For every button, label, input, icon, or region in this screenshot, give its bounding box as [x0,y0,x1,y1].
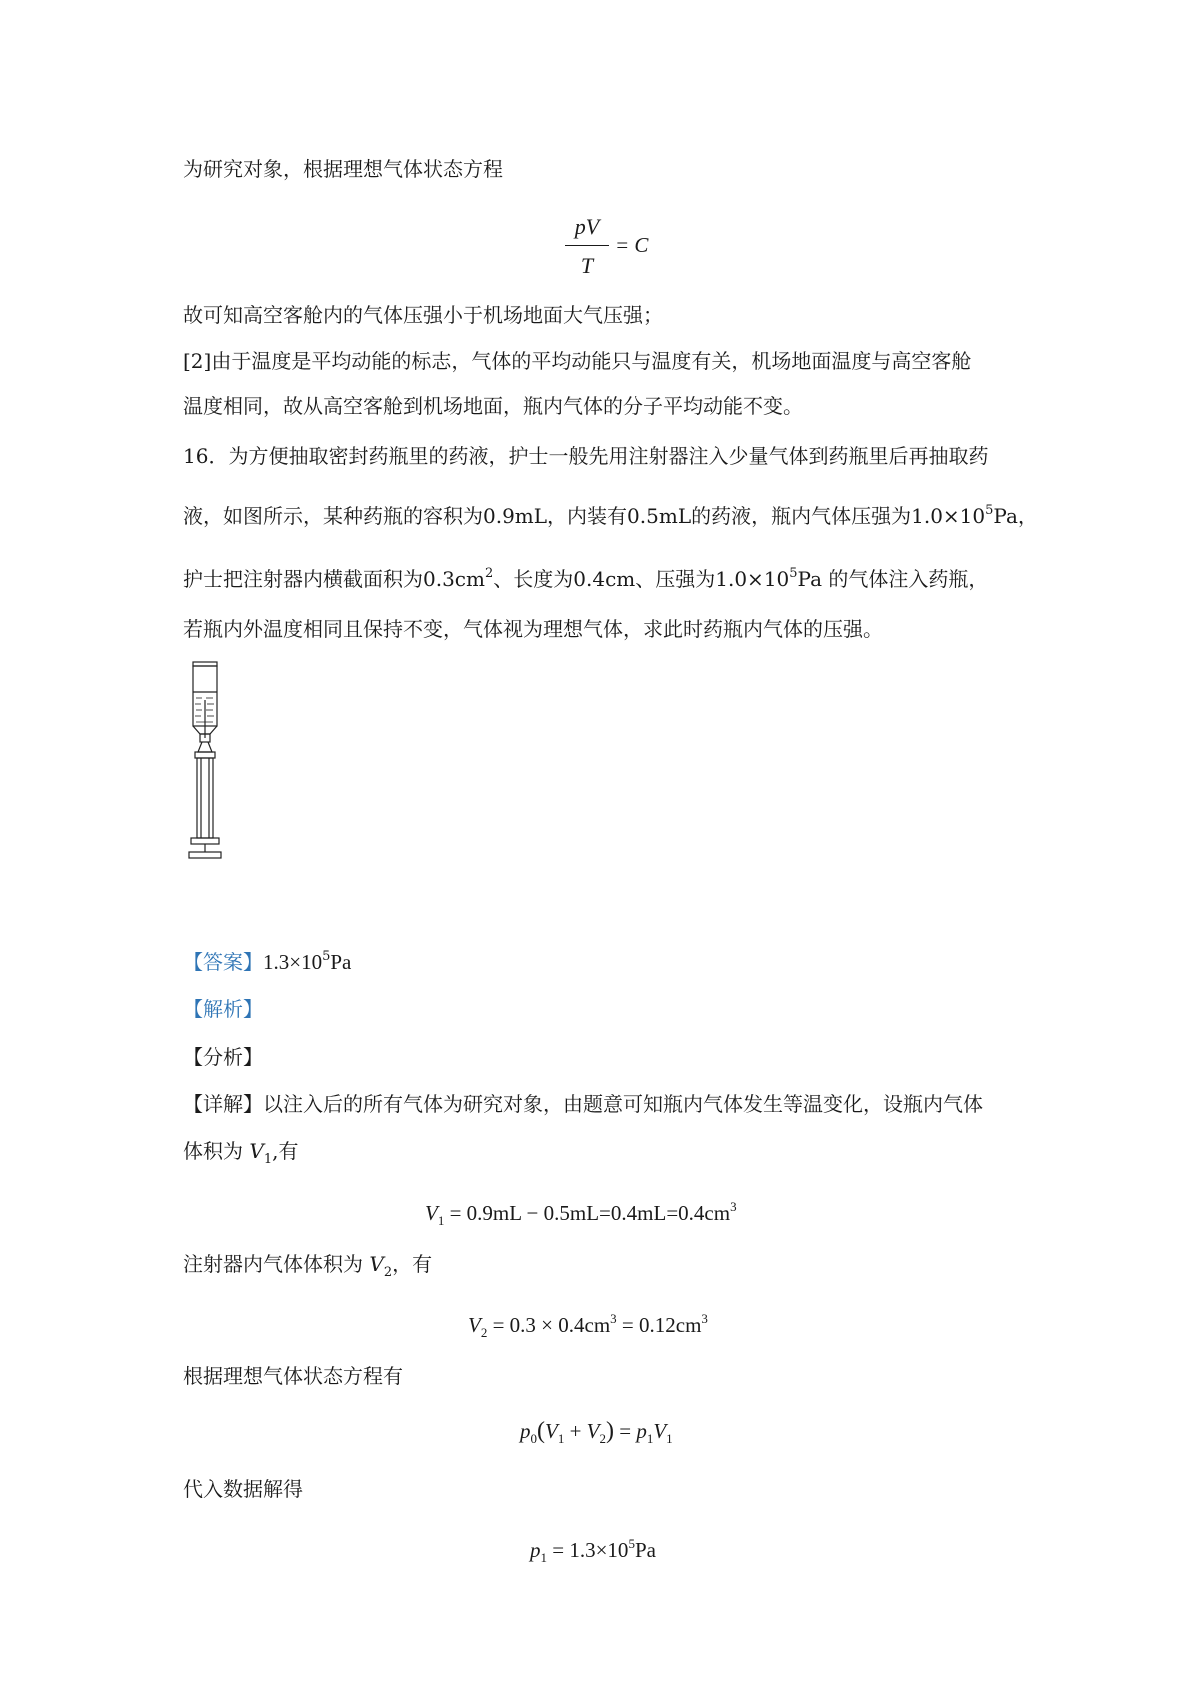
eq-p1-sub: 1 [646,1431,654,1446]
v1-intro-text: 体积为 [183,1139,250,1163]
analysis-tag: 【解析】 [183,997,263,1021]
text-line-research-object: 为研究对象，根据理想气体状态方程 [183,157,503,181]
equation-v1 [425,1193,737,1235]
equation-gas-law: $p_0(V_1 + V_2) = p_1V_1$ [520,1418,673,1446]
question-16-line4: 若瓶内外温度相同且保持不变，气体视为理想气体，求此时药瓶内气体的压强。 [183,617,883,641]
frac-numerator: pV [574,214,600,239]
solve-intro: 代入数据解得 [183,1477,303,1501]
v2-intro-tail: ，有 [392,1252,433,1276]
v2-symbol: V [369,1252,384,1276]
syringe-flange [195,752,215,758]
question-16-line1: 16．为方便抽取密封药瓶里的药液，护士一般先用注射器注入少量气体到药瓶里后再抽取药 [183,444,989,468]
syringe-grip [191,838,219,844]
v1-symbol: V [249,1139,264,1163]
q-line3-text-a: 护士把注射器内横截面积为 [183,567,423,591]
answer-value: 1.3×10 [263,950,323,974]
eq-gas-v1-rhs-sub: 1 [666,1431,673,1446]
answer-line [183,943,351,976]
eq-v1-exp: 3 [730,1199,737,1214]
answer-unit: Pa [330,950,352,974]
eq-gas-v2-sub: 2 [599,1431,606,1446]
q-line3-pressure: 1.0×10 [715,567,790,591]
eq-gas-v1-sub: 1 [557,1431,565,1446]
answer-exp: 5 [322,949,331,964]
eq-result-p1: p [530,1538,541,1562]
q-line2-text: 液，如图所示，某种药瓶的容积为0.9mL，内装有0.5mL的药液，瓶内气体压强为 [183,504,912,528]
frac-denominator: T [580,253,594,278]
q-line3-area-exp: 2 [484,566,494,581]
q-line3-pressure-exp: 5 [789,566,798,581]
eq-gas-v1: V [545,1419,558,1443]
eq-v2-exp2: 3 [701,1311,708,1326]
q-line3-text-b: 、长度为0.4cm、压强为 [493,567,716,591]
eq-v2-sub: 2 [480,1325,488,1340]
eq-gas-v2: V [586,1419,600,1443]
frac-bar [565,245,609,246]
eq-v2-exp1: 3 [610,1311,617,1326]
text-line-conclusion: 故可知高空客舱内的气体压强小于机场地面大气压强； [183,303,663,327]
detail-line [183,1090,983,1118]
state-eq-intro: 根据理想气体状态方程有 [183,1364,403,1388]
eq-result-val: = 1.3×10 [552,1538,629,1562]
frac-rhs: = C [615,233,649,257]
equation-pv-over-t [565,213,609,280]
q-line2-unit: Pa， [993,504,1038,528]
eq-gas-v1-rhs: V [653,1419,667,1443]
question-16-line3 [183,560,988,593]
eq-p0-symbol: p [520,1419,531,1443]
eq-v2-rhs: = 0.12cm [616,1313,702,1337]
eq-v1-rhs: = 0.9mL − 0.5mL=0.4mL=0.4cm [449,1201,731,1225]
v2-intro [183,1250,432,1287]
eq-v1-sub: 1 [437,1213,445,1228]
v2-intro-text: 注射器内气体体积为 [183,1252,370,1276]
eq-p0-sub: 0 [530,1431,537,1446]
q-line3-text-c: Pa 的气体注入药瓶， [797,567,989,591]
detail-text: 以注入后的所有气体为研究对象，由题意可知瓶内气体发生等温变化，设瓶内气体 [263,1092,983,1116]
detail-tag: 【详解】 [183,1092,263,1116]
eq-result-unit: Pa [634,1538,656,1562]
plunger-head [189,852,221,858]
eq-result-p1-sub: 1 [540,1550,547,1565]
fenxi-tag: 【分析】 [183,1045,263,1069]
q-line3-area: 0.3cm [423,567,485,591]
q-line2-pressure: 1.0×10 [911,504,986,528]
eq-p1-symbol: p [636,1419,647,1443]
v1-intro [183,1137,298,1174]
q-line2-exp: 5 [985,503,994,518]
answer-tag: 【答案】 [183,950,263,974]
v2-subscript: 2 [383,1265,393,1280]
text-line-point2-a: [2]由于温度是平均动能的标志，气体的平均动能只与温度有关，机场地面温度与高空客舱 [183,349,972,373]
v1-intro-tail: ,有 [272,1139,299,1163]
vial-syringe-figure [180,660,250,870]
eq-v1-symbol: V [425,1201,438,1225]
syringe-barrel [197,758,213,838]
question-16-line2 [183,497,1038,530]
eq-result-exp: 5 [628,1536,635,1551]
eq-v2-symbol: V [468,1313,481,1337]
equation-p1-result [530,1530,656,1572]
v1-subscript: 1 [263,1152,273,1167]
eq-v2-mid: = 0.3 × 0.4cm [492,1313,611,1337]
equation-v2 [468,1305,708,1347]
text-line-point2-b: 温度相同，故从高空客舱到机场地面，瓶内气体的分子平均动能不变。 [183,394,803,418]
